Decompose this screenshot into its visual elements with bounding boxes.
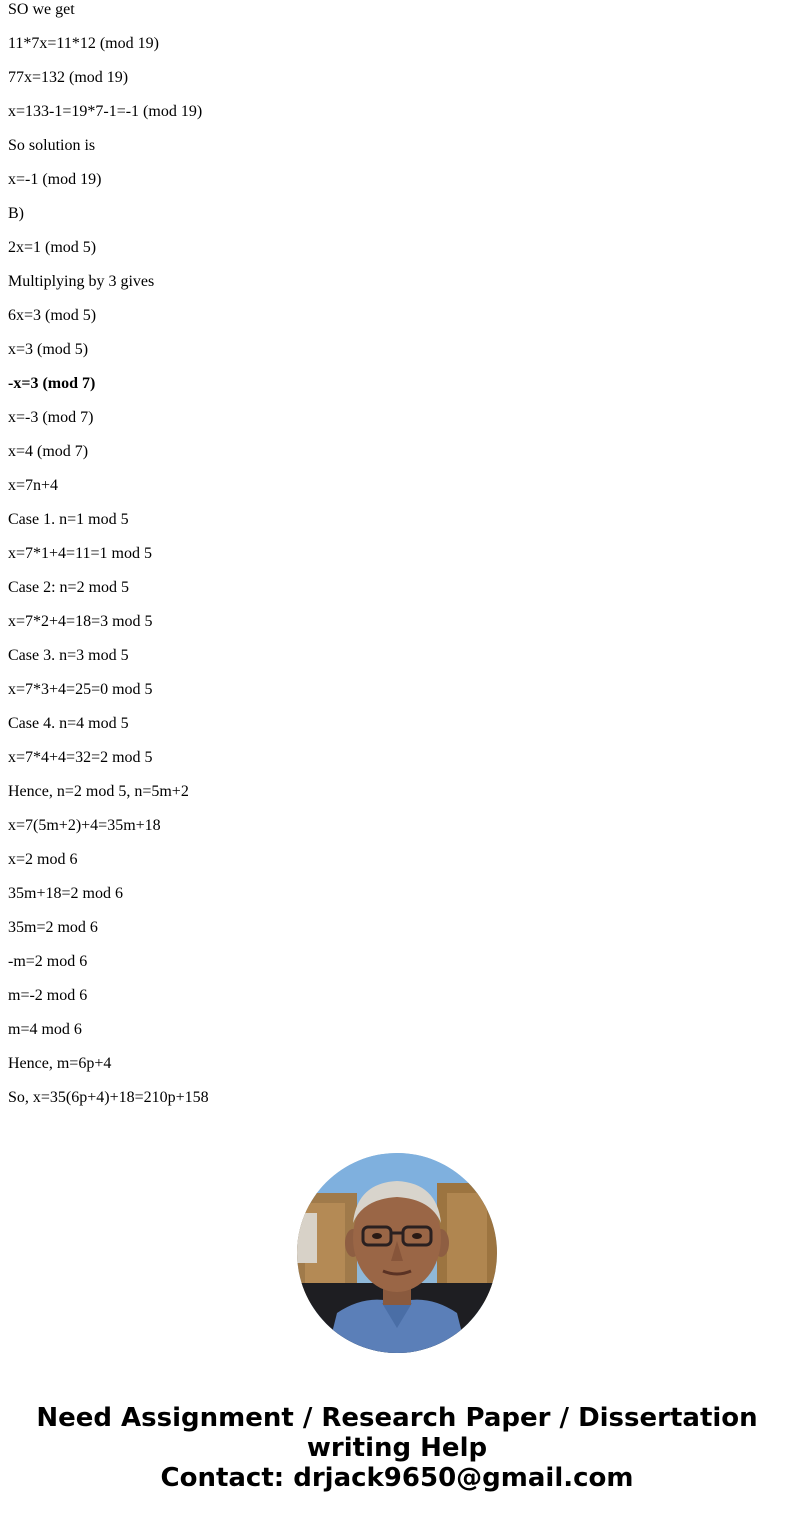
solution-line: x=133-1=19*7-1=-1 (mod 19): [8, 103, 203, 120]
solution-line: Case 4. n=4 mod 5: [8, 715, 129, 732]
solution-line: x=7*3+4=25=0 mod 5: [8, 681, 153, 698]
solution-line: Case 1. n=1 mod 5: [8, 511, 129, 528]
solution-line: 2x=1 (mod 5): [8, 239, 97, 256]
solution-line: 11*7x=11*12 (mod 19): [8, 35, 159, 52]
solution-line: Multiplying by 3 gives: [8, 273, 155, 290]
solution-line: -m=2 mod 6: [8, 953, 88, 970]
contact-banner: [0, 1403, 794, 1493]
solution-line: m=4 mod 6: [8, 1021, 82, 1038]
solution-line: m=-2 mod 6: [8, 987, 88, 1004]
solution-line: So solution is: [8, 137, 96, 154]
solution-line: 77x=132 (mod 19): [8, 69, 129, 86]
solution-line: x=4 (mod 7): [8, 443, 89, 460]
cta-line-2: writing Help: [306, 1433, 488, 1463]
solution-line: 35m+18=2 mod 6: [8, 885, 123, 902]
solution-line: x=2 mod 6: [8, 851, 78, 868]
solution-line: x=7n+4: [8, 477, 59, 494]
solution-line: Hence, n=2 mod 5, n=5m+2: [8, 783, 189, 800]
solution-line: x=-1 (mod 19): [8, 171, 102, 188]
solution-line: Case 3. n=3 mod 5: [8, 647, 129, 664]
author-photo: [297, 1153, 497, 1353]
solution-line: x=3 (mod 5): [8, 341, 89, 358]
solution-line: x=7*1+4=11=1 mod 5: [8, 545, 152, 562]
solution-line: Case 2: n=2 mod 5: [8, 579, 130, 596]
solution-line: x=7(5m+2)+4=35m+18: [8, 817, 161, 834]
solution-line: x=-3 (mod 7): [8, 409, 94, 426]
cta-line-1: Need Assignment / Research Paper / Dissertation: [36, 1403, 758, 1433]
solution-line: 6x=3 (mod 5): [8, 307, 97, 324]
solution-line: x=7*2+4=18=3 mod 5: [8, 613, 153, 630]
solution-line: x=7*4+4=32=2 mod 5: [8, 749, 153, 766]
solution-line: -x=3 (mod 7): [8, 375, 96, 392]
solution-line: SO we get: [8, 1, 75, 18]
solution-line: So, x=35(6p+4)+18=210p+158: [8, 1089, 209, 1106]
avatar: [297, 1153, 497, 1353]
cta-line-3: Contact: drjack9650@gmail.com: [160, 1463, 634, 1493]
solution-line: 35m=2 mod 6: [8, 919, 98, 936]
solution-line: B): [8, 205, 24, 222]
solution-line: Hence, m=6p+4: [8, 1055, 112, 1072]
